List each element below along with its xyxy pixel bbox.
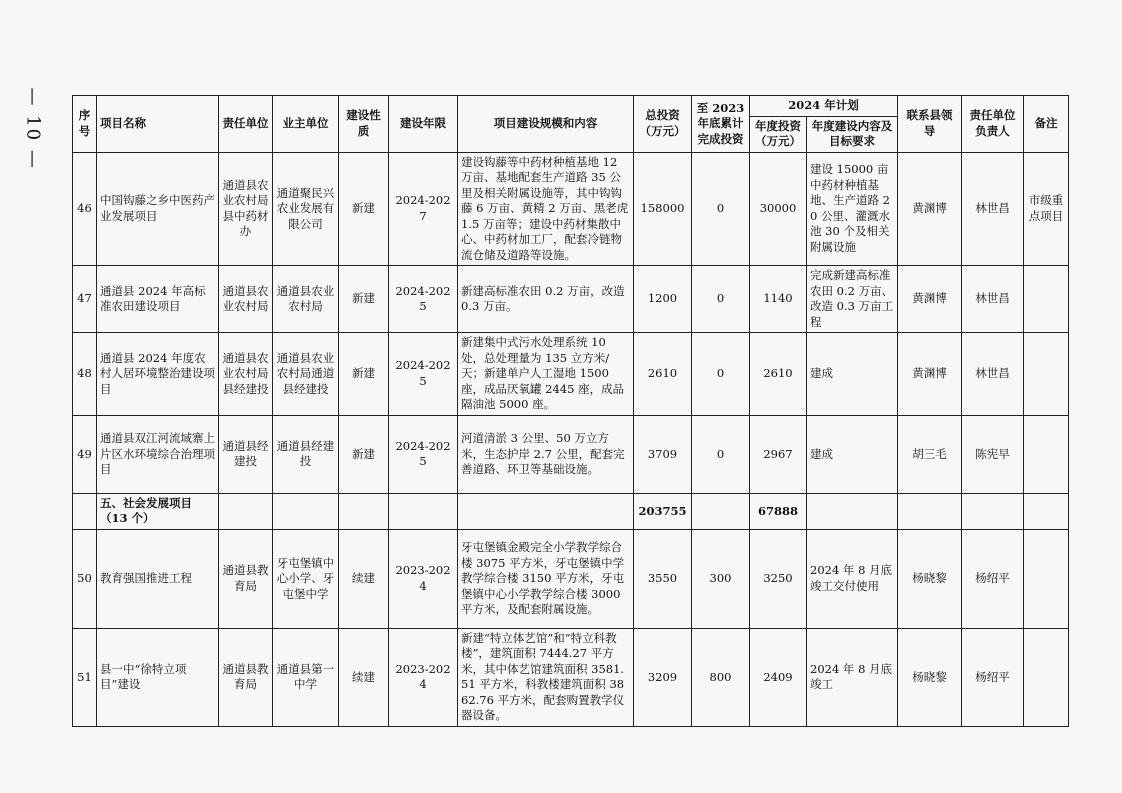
cell-person: 林世昌 [962, 333, 1024, 416]
cell-note [1024, 415, 1069, 493]
table-row [73, 333, 1069, 416]
cell-nature: 续建 [339, 628, 389, 726]
cell-annual-content: 2024 年 8 月底竣工交付使用 [807, 529, 898, 628]
cell-total: 158000 [634, 152, 692, 266]
cell-owner-unit: 通道县经建投 [273, 415, 339, 493]
cell-note [1024, 529, 1069, 628]
cell-period: 2023-2024 [389, 628, 458, 726]
cell-leader: 黄渊博 [898, 152, 962, 266]
cell-name: 中国钩藤之乡中医药产业发展项目 [97, 152, 219, 266]
cell-total: 3209 [634, 628, 692, 726]
cell-resp-unit: 通道县教育局 [219, 529, 273, 628]
cell-seq: 51 [73, 628, 97, 726]
header-nature: 建设性质 [339, 96, 389, 153]
section-empty [962, 493, 1024, 529]
cell-resp-unit: 通道县农业农村局县经建投 [219, 333, 273, 416]
section-empty [458, 493, 634, 529]
page-number: — 10 — [22, 87, 44, 170]
cell-cumulative: 0 [692, 415, 750, 493]
cell-leader: 黄渊博 [898, 266, 962, 333]
table-row [73, 266, 1069, 333]
cell-total: 3550 [634, 529, 692, 628]
cell-leader: 杨晓黎 [898, 628, 962, 726]
cell-seq: 47 [73, 266, 97, 333]
cell-leader: 胡三毛 [898, 415, 962, 493]
cell-note: 市级重点项目 [1024, 152, 1069, 266]
cell-cumulative: 800 [692, 628, 750, 726]
cell-owner-unit: 通道县农业农村局 [273, 266, 339, 333]
cell-annual-invest: 1140 [750, 266, 807, 333]
cell-seq: 48 [73, 333, 97, 416]
cell-resp-unit: 通道县经建投 [219, 415, 273, 493]
section-row [73, 493, 1069, 529]
cell-note [1024, 266, 1069, 333]
section-seq [73, 493, 97, 529]
section-empty [389, 493, 458, 529]
cell-resp-unit: 通道县农业农村局县中药材办 [219, 152, 273, 266]
cell-annual-invest: 2409 [750, 628, 807, 726]
header-plan-2024: 2024 年计划 [750, 96, 898, 117]
cell-leader: 黄渊博 [898, 333, 962, 416]
section-empty [219, 493, 273, 529]
cell-scope: 新建集中式污水处理系统 10 处，总处理量为 135 立方米/天；新建单户人工湿地 1500 座，成品厌氧罐 2445 座，成品隔油池 5000 座。 [458, 333, 634, 416]
cell-name: 通道县 2024 年度农村人居环境整治建设项目 [97, 333, 219, 416]
cell-seq: 46 [73, 152, 97, 266]
cell-annual-content: 2024 年 8 月底竣工 [807, 628, 898, 726]
cell-cumulative: 300 [692, 529, 750, 628]
header-seq: 序号 [73, 96, 97, 153]
header-note: 备注 [1024, 96, 1069, 153]
header-period: 建设年限 [389, 96, 458, 153]
cell-note [1024, 333, 1069, 416]
header-scope: 项目建设规模和内容 [458, 96, 634, 153]
cell-resp-unit: 通道县教育局 [219, 628, 273, 726]
cell-owner-unit: 通道聚民兴农业发展有限公司 [273, 152, 339, 266]
section-empty [807, 493, 898, 529]
section-empty [898, 493, 962, 529]
cell-scope: 牙屯堡镇金殿完全小学教学综合楼 3075 平方米，牙屯堡镇中学教学综合楼 3150 平方米，牙屯堡镇中心小学教学综合楼 3000 平方米，及配套附属设施。 [458, 529, 634, 628]
cell-period: 2024-2027 [389, 152, 458, 266]
cell-resp-unit: 通道县农业农村局 [219, 266, 273, 333]
cell-person: 林世昌 [962, 266, 1024, 333]
cell-person: 杨绍平 [962, 529, 1024, 628]
cell-annual-invest: 30000 [750, 152, 807, 266]
cell-owner-unit: 牙屯堡镇中心小学、牙屯堡中学 [273, 529, 339, 628]
section-title: 五、社会发展项目 [100, 495, 192, 510]
cell-cumulative: 0 [692, 152, 750, 266]
cell-annual-content: 建设 15000 亩中药材种植基地、生产道路 20 公里、灌溉水池 30 个及相关附属设施 [807, 152, 898, 266]
table-row [73, 152, 1069, 266]
cell-cumulative: 0 [692, 333, 750, 416]
cell-person: 杨绍平 [962, 628, 1024, 726]
header-resp-unit: 责任单位 [219, 96, 273, 153]
section-annual-invest: 67888 [750, 493, 807, 529]
section-total: 203755 [634, 493, 692, 529]
cell-scope: 新建“特立体艺馆”和“特立科教楼”，建筑面积 7444.27 平方米，其中体艺馆建筑面积 3581.51 平方米，科教楼建筑面积 3862.76 平方米，配套购置教学仪器设备。 [458, 628, 634, 726]
cell-total: 3709 [634, 415, 692, 493]
table-row [73, 529, 1069, 628]
cell-nature: 新建 [339, 266, 389, 333]
cell-annual-invest: 2967 [750, 415, 807, 493]
header-annual-invest: 年度投资（万元） [750, 116, 807, 152]
cell-seq: 50 [73, 529, 97, 628]
section-empty [692, 493, 750, 529]
cell-scope: 河道清淤 3 公里、50 万立方米，生态护岸 2.7 公里，配套完善道路、环卫等基础设施。 [458, 415, 634, 493]
cell-nature: 续建 [339, 529, 389, 628]
header-leader: 联系县领导 [898, 96, 962, 153]
cell-total: 2610 [634, 333, 692, 416]
cell-owner-unit: 通道县农业农村局通道县经建投 [273, 333, 339, 416]
cell-scope: 新建高标准农田 0.2 万亩，改造 0.3 万亩。 [458, 266, 634, 333]
header-total: 总投资（万元） [634, 96, 692, 153]
section-empty [1024, 493, 1069, 529]
cell-annual-invest: 2610 [750, 333, 807, 416]
cell-name: 县一中“徐特立项目”建设 [97, 628, 219, 726]
header-owner-unit: 业主单位 [273, 96, 339, 153]
header-cumulative: 至 2023 年底累计完成投资 [692, 96, 750, 153]
header-annual-content: 年度建设内容及目标要求 [807, 116, 898, 152]
section-title-cell [97, 493, 219, 529]
cell-cumulative: 0 [692, 266, 750, 333]
cell-period: 2024-2025 [389, 266, 458, 333]
cell-owner-unit: 通道县第一中学 [273, 628, 339, 726]
cell-annual-content: 建成 [807, 415, 898, 493]
cell-person: 陈宪早 [962, 415, 1024, 493]
cell-annual-content: 建成 [807, 333, 898, 416]
table-row [73, 415, 1069, 493]
cell-nature: 新建 [339, 333, 389, 416]
cell-period: 2023-2024 [389, 529, 458, 628]
section-count: （13 个） [100, 511, 155, 526]
section-empty [273, 493, 339, 529]
cell-nature: 新建 [339, 152, 389, 266]
project-table [72, 95, 1069, 727]
cell-name: 通道县双江河流域寨上片区水环境综合治理项目 [97, 415, 219, 493]
cell-name: 通道县 2024 年高标准农田建设项目 [97, 266, 219, 333]
cell-nature: 新建 [339, 415, 389, 493]
cell-scope: 建设钩藤等中药材种植基地 12 万亩、基地配套生产道路 35 公里及相关附属设施等，其中钩钩藤 6 万亩、黄精 2 万亩、黑老虎 1.5 万亩等；建设中药材集散中心、中药材加工厂，配套冷链物流仓储及道路等设施。 [458, 152, 634, 266]
table-row [73, 628, 1069, 726]
cell-note [1024, 628, 1069, 726]
cell-person: 林世昌 [962, 152, 1024, 266]
cell-total: 1200 [634, 266, 692, 333]
cell-annual-invest: 3250 [750, 529, 807, 628]
section-empty [339, 493, 389, 529]
header-person: 责任单位负责人 [962, 96, 1024, 153]
cell-leader: 杨晓黎 [898, 529, 962, 628]
header-name: 项目名称 [97, 96, 219, 153]
cell-name: 教育强国推进工程 [97, 529, 219, 628]
cell-period: 2024-2025 [389, 415, 458, 493]
cell-seq: 49 [73, 415, 97, 493]
cell-annual-content: 完成新建高标准农田 0.2 万亩、改造 0.3 万亩工程 [807, 266, 898, 333]
cell-period: 2024-2025 [389, 333, 458, 416]
